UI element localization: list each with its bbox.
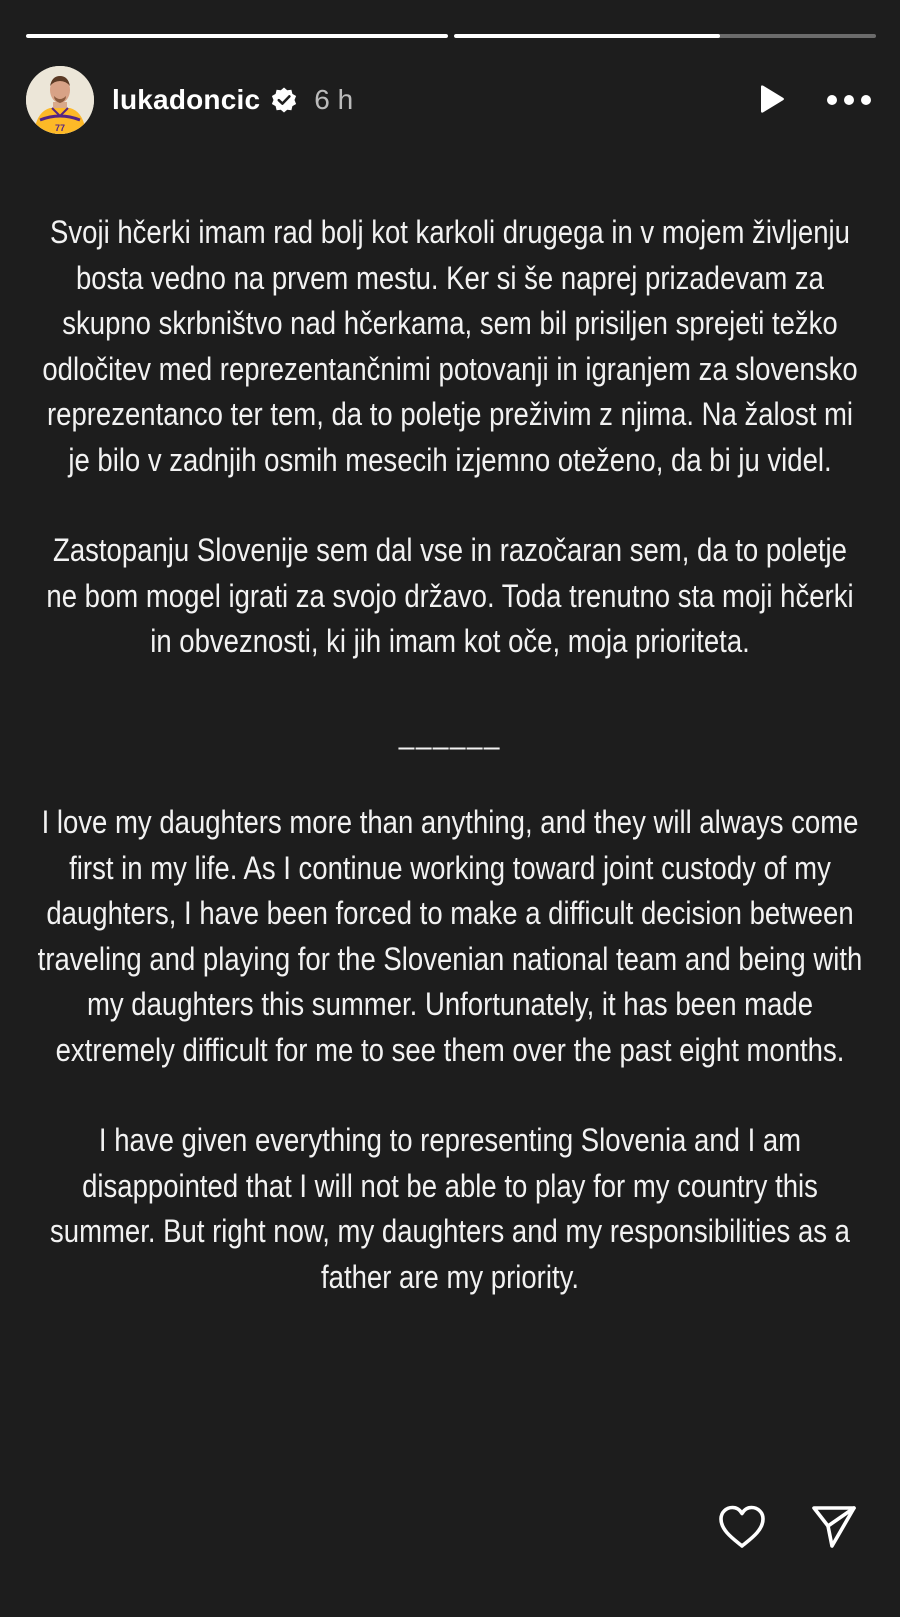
story-divider: ______ xyxy=(398,713,502,750)
avatar-image xyxy=(26,66,94,134)
play-button[interactable] xyxy=(750,80,790,120)
story-paragraph-slovenian-2: Zastopanju Slovenije sem dal vse in razočaran sem, da to poletje ne bom mogel igrati za svojo državo. Toda trenutno sta moji hčerki in obveznosti, ki jih imam kot oče, moja prioriteta. xyxy=(46,532,854,659)
story-footer xyxy=(716,1501,860,1553)
more-dots-icon xyxy=(826,94,872,106)
share-button[interactable] xyxy=(808,1501,860,1553)
post-time: 6 h xyxy=(314,84,354,115)
progress-segment-1 xyxy=(26,34,448,38)
progress-segment-2 xyxy=(454,34,876,38)
send-icon xyxy=(810,1504,858,1550)
story-text xyxy=(37,210,863,1345)
story-paragraph-english-1: I love my daughters more than anything, and they will always come first in my life. As I continue working toward joint custody of my daughters, I have been forced to make a difficult decision between traveling and playing for the Slovenian national team and being with my daughters this summer. Unfortunately, it has been made extremely difficult for me to see them over the past eight months. xyxy=(37,804,863,1068)
verified-badge-icon xyxy=(270,86,298,114)
avatar[interactable] xyxy=(26,66,94,134)
story-header xyxy=(26,66,874,134)
heart-icon xyxy=(717,1504,767,1550)
svg-text:77: 77 xyxy=(54,123,66,133)
play-icon xyxy=(753,83,787,117)
username[interactable]: lukadoncic xyxy=(112,84,261,115)
more-options-button[interactable] xyxy=(824,80,874,120)
story-paragraph-english-2: I have given everything to representing Slovenia and I am disappointed that I will not be able to play for my country this summer. But right now, my daughters and my responsibilities as a father are my priority. xyxy=(50,1122,850,1295)
like-button[interactable] xyxy=(716,1501,768,1553)
story-progress-bar xyxy=(26,34,876,38)
story-paragraph-slovenian-1: Svoji hčerki imam rad bolj kot karkoli drugega in v mojem življenju bosta vedno na prvem mestu. Ker si še naprej prizadevam za skupno skrbništvo nad hčerkama, sem bil prisiljen sprejeti težko odločitev med reprezentančnimi potovanji in igranjem za slovensko reprezentanco ter tem, da to poletje preživim z njima. Na žalost mi je bilo v zadnjih osmih mesecih izjemno oteženo, da bi ju videl. xyxy=(42,214,858,478)
